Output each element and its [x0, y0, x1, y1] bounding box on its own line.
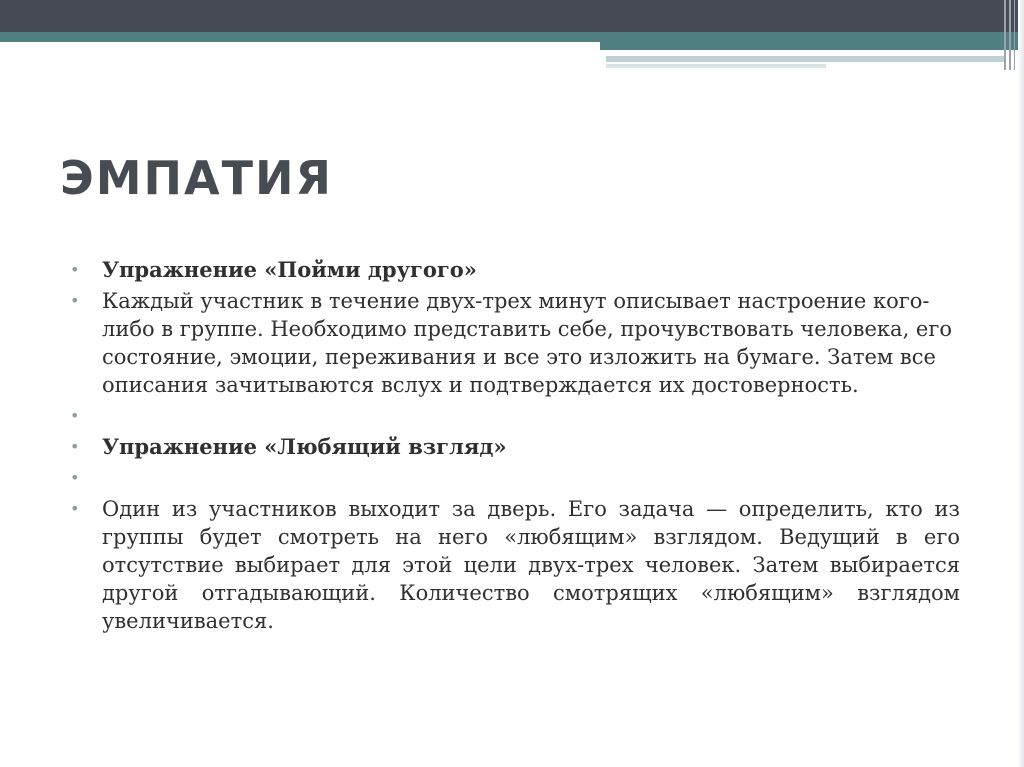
bullet-item [70, 256, 960, 284]
bullet-icon: • [70, 260, 80, 279]
header-vertical-line [1014, 0, 1015, 70]
bullet-item-empty [70, 464, 960, 492]
bullet-icon: • [70, 406, 80, 425]
exercise-description: Один из участников выходит за дверь. Его задача — определить, кто из группы будет смотреть на него «любящим» взглядом. Ведущий в его отсутствие выбирает для этой цели двух-трех человек. Затем выбирается другой отгадывающий. Количество смотрящих «любящим» взглядом увеличивается. [102, 497, 960, 633]
bullet-item [70, 433, 960, 461]
bullet-icon: • [70, 499, 80, 518]
header-bar-teal [0, 32, 1024, 42]
bullet-icon: • [70, 291, 80, 310]
exercise-heading: Упражнение «Любящий взгляд» [102, 434, 507, 459]
header-bar-dark [0, 0, 1024, 32]
slide-title: ЭМПАТИЯ [60, 151, 333, 205]
bullet-icon: • [70, 468, 80, 487]
header-vertical-line [1009, 0, 1011, 70]
bullet-item [70, 287, 960, 399]
bullet-item [70, 495, 960, 635]
header-accent-line-short [606, 64, 826, 68]
exercise-description: Каждый участник в течение двух-трех минут описывает настроение кого-либо в группе. Необходимо представить себе, прочувствовать человека, его состояние, эмоции, переживания и все это изложить на бумаге. Затем все описания зачитываются вслух и подтверждается их достоверность. [102, 289, 952, 397]
header-bar-teal-extension [600, 42, 1024, 50]
header-accent-line [606, 56, 1006, 62]
bullet-list [70, 256, 960, 638]
bullet-icon: • [70, 437, 80, 456]
header-vertical-line [1004, 0, 1006, 70]
slide-edge-shadow [1018, 0, 1024, 767]
exercise-heading: Упражнение «Пойми другого» [102, 257, 477, 282]
bullet-item-empty [70, 402, 960, 430]
